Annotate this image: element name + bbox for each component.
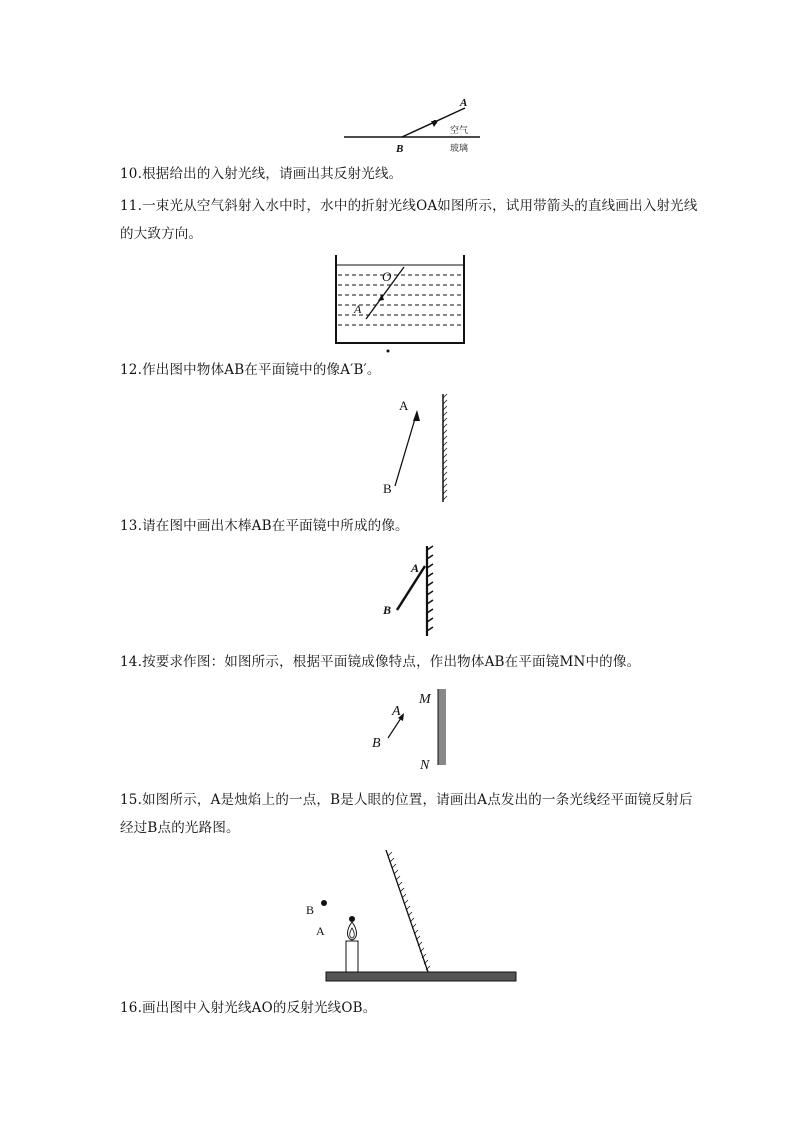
label-a: A	[460, 97, 468, 109]
label-a: A	[411, 561, 420, 575]
figure-mirror-ab	[375, 390, 455, 505]
label-a: A	[399, 398, 409, 413]
question-16: 16.画出图中入射光线AO的反射光线OB。	[120, 1000, 377, 1016]
label-a: A	[316, 924, 325, 938]
candle-flame	[348, 922, 357, 940]
figure-water-refraction	[330, 253, 470, 353]
label-n: N	[420, 758, 430, 773]
label-a: A	[354, 302, 362, 316]
mirror-mn	[438, 689, 446, 765]
figure-incident-ray	[340, 90, 490, 160]
point-a-dot	[349, 916, 355, 922]
label-b: B	[306, 903, 315, 917]
point-dot	[433, 120, 437, 124]
candle-body	[346, 941, 358, 972]
figure-stick-mirror	[375, 544, 445, 639]
label-o: O	[382, 269, 392, 284]
question-14: 14.按要求作图：如图所示，根据平面镜成像特点，作出物体AB在平面镜MN中的像。	[120, 654, 641, 670]
question-10: 10.根据给出的入射光线，请画出其反射光线。	[120, 166, 403, 182]
label-m: M	[419, 692, 431, 707]
question-12: 12.作出图中物体AB在平面镜中的像A′B′。	[120, 362, 381, 378]
mirror-hatching	[388, 852, 430, 970]
tilted-mirror	[386, 850, 428, 972]
label-b: B	[396, 143, 404, 155]
question-15: 15.如图所示，A是烛焰上的一点，B是人眼的位置，请画出A点发出的一条光线经平面镜反射后经过B点的光路图。	[120, 792, 693, 836]
arrow-head-a	[413, 410, 420, 421]
beaker-outline	[336, 255, 464, 343]
label-b: B	[383, 481, 392, 496]
label-air: 空气	[450, 126, 469, 136]
figure-mirror-mn	[365, 685, 465, 775]
figure-candle-mirror	[300, 848, 520, 986]
label-glass: 玻璃	[450, 144, 469, 154]
label-a: A	[392, 704, 401, 719]
table-base	[326, 972, 516, 981]
label-b: B	[372, 736, 381, 751]
object-ab	[395, 412, 417, 486]
question-13: 13.请在图中画出木棒AB在平面镜中所成的像。	[120, 518, 409, 534]
mark-dot	[387, 350, 390, 353]
question-11: 11.一束光从空气斜射入水中时，水中的折射光线OA如图所示，试用带箭头的直线画出入射光线的大致方向。	[120, 198, 698, 242]
point-b-dot	[321, 900, 327, 906]
label-b: B	[383, 603, 392, 617]
water-lines	[338, 275, 462, 325]
